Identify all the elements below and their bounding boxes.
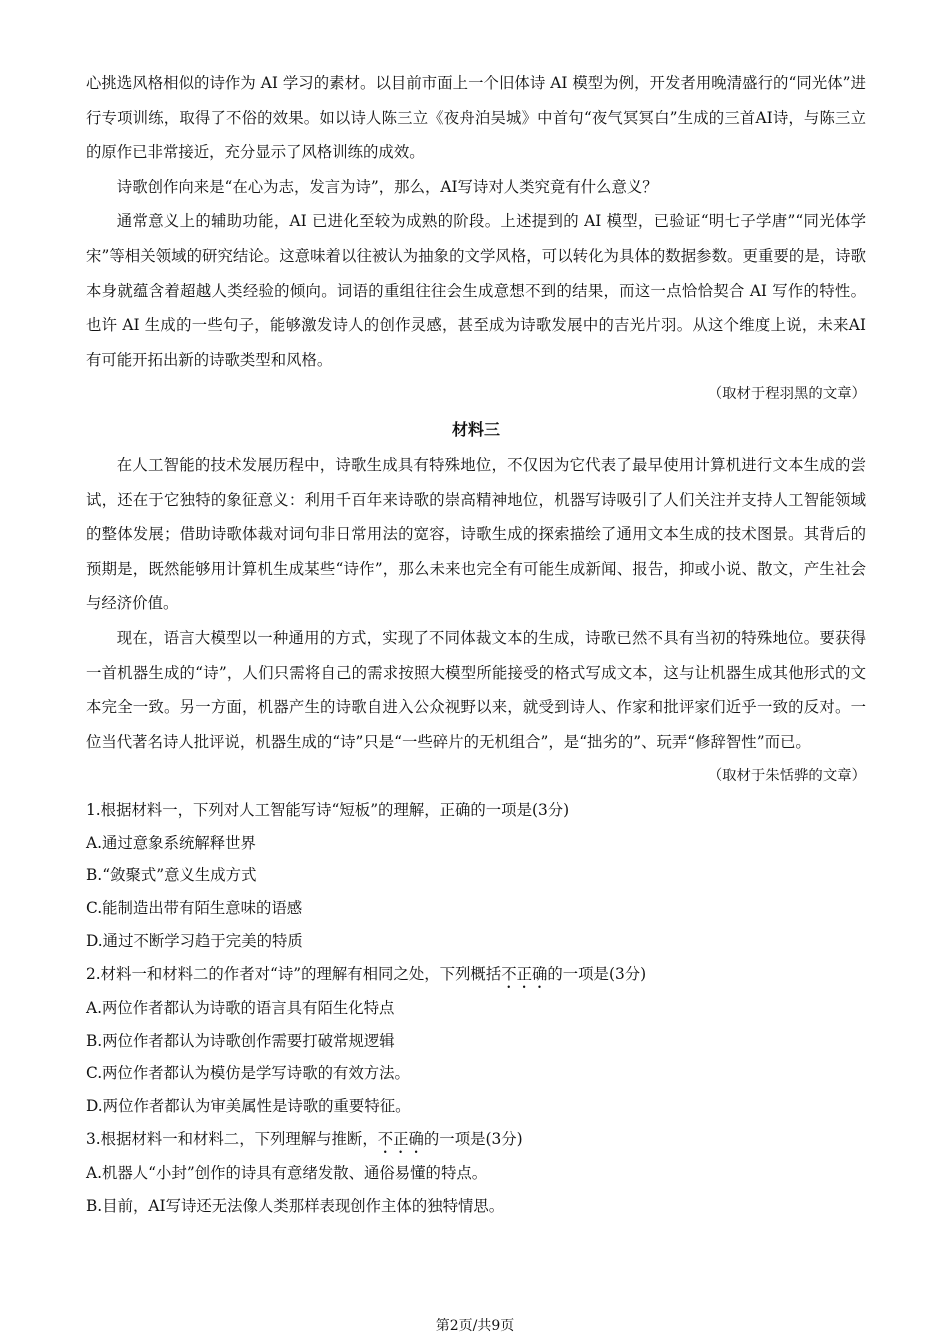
exam-page-content <box>86 66 866 1223</box>
stem-text: 2.材料一和材料二的作者对“诗”的理解有相同之处，下列概括 <box>86 964 502 983</box>
question-stem <box>86 1123 866 1157</box>
stem-text: 的一项是(3分) <box>547 964 647 983</box>
question-1 <box>86 794 866 958</box>
material2-source: （取材于程羽黑的文章） <box>707 386 866 403</box>
material3-heading: 材料三 <box>451 419 500 439</box>
material3-source: （取材于朱恬骅的文章） <box>707 768 866 785</box>
option-b: B.“敛聚式”意义生成方式 <box>86 866 257 885</box>
question-stem <box>86 958 866 992</box>
option-b: B.目前，AI写诗还无法像人类那样表现创作主体的独特情思。 <box>86 1196 505 1215</box>
option-a: A.两位作者都认为诗歌的语言具有陌生化特点 <box>86 998 395 1017</box>
page-number: 第2页/共9页 <box>435 1318 515 1334</box>
option-c: C.能制造出带有陌生意味的语感 <box>86 899 303 918</box>
material3-paragraph: 现在，语言大模型以一种通用的方式，实现了不同体裁文本的生成，诗歌已然不具有当初的特殊地位。要获得一首机器生成的“诗”，人们只需将自己的需求按照大模型所能接受的格式写成文本，这与让机器生成其他形式的文本完全一致。另一方面，机器产生的诗歌自进入公众视野以来，就受到诗人、作家和批评家们近乎一致的反对。一位当代著名诗人批评说，机器生成的“诗”只是“一些碎片的无机组合”，是“拙劣的”、玩弄“修辞智性”而已。 <box>86 628 866 751</box>
option-b: B.两位作者都认为诗歌创作需要打破常规逻辑 <box>86 1031 395 1050</box>
material2-paragraph: 心挑选风格相似的诗作为 AI 学习的素材。以目前市面上一个旧体诗 AI 模型为例，开发者用晚清盛行的“同光体”进行专项训练，取得了不俗的效果。如以诗人陈三立《夜舟泊吴城》中首句“夜气冥冥白”生成的三首AI诗，与陈三立的原作已非常接近，充分显示了风格训练的成效。 <box>86 74 866 162</box>
material2-paragraph: 诗歌创作向来是“在心为志，发言为诗”，那么，AI写诗对人类究竟有什么意义？ <box>116 177 658 196</box>
material2-paragraph: 通常意义上的辅助功能，AI 已进化至较为成熟的阶段。上述提到的 AI 模型，已验证“明七子学唐”“同光体学宋”等相关领域的研究结论。这意味着以往被认为抽象的文学风格，可以转化为具体的数据参数。更重要的是，诗歌本身就蕴含着超越人类经验的倾向。词语的重组往往会生成意想不到的结果，而这一点恰恰契合 AI 写作的特性。也许 AI 生成的一些句子，能够激发诗人的创作灵感，甚至成为诗歌发展中的吉光片羽。从这个维度上说，未来AI有可能开拓出新的诗歌类型和风格。 <box>86 212 866 369</box>
option-c: C.两位作者都认为模仿是学写诗歌的有效方法。 <box>86 1064 410 1083</box>
stem-text: 的一项是(3分) <box>423 1130 523 1149</box>
option-a: A.通过意象系统解释世界 <box>86 833 256 852</box>
question-2 <box>86 958 866 1123</box>
material3-paragraph: 在人工智能的技术发展历程中，诗歌生成具有特殊地位，不仅因为它代表了最早使用计算机进行文本生成的尝试，还在于它独特的象征意义：利用千百年来诗歌的崇高精神地位，机器写诗吸引了人们关注并支持人工智能领域的整体发展；借助诗歌体裁对词句非日常用法的宽容，诗歌生成的探索描绘了通用文本生成的技术图景。其背后的预期是，既然能够用计算机生成某些“诗作”，那么未来也完全有可能生成新闻、报告，抑或小说、散文，产生社会与经济价值。 <box>86 455 866 613</box>
stem-text: 3.根据材料一和材料二，下列理解与推断， <box>86 1130 378 1149</box>
option-a: A.机器人“小封”创作的诗具有意绪发散、通俗易懂的特点。 <box>86 1164 488 1183</box>
option-d: D.通过不断学习趋于完美的特质 <box>86 932 303 951</box>
emphasis-text: 不正确 <box>377 1130 424 1149</box>
question-stem: 1.根据材料一，下列对人工智能写诗“短板”的理解，正确的一项是(3分) <box>86 800 570 819</box>
emphasis-text: 不正确 <box>501 964 548 983</box>
option-d: D.两位作者都认为审美属性是诗歌的重要特征。 <box>86 1097 411 1116</box>
question-3 <box>86 1123 866 1223</box>
